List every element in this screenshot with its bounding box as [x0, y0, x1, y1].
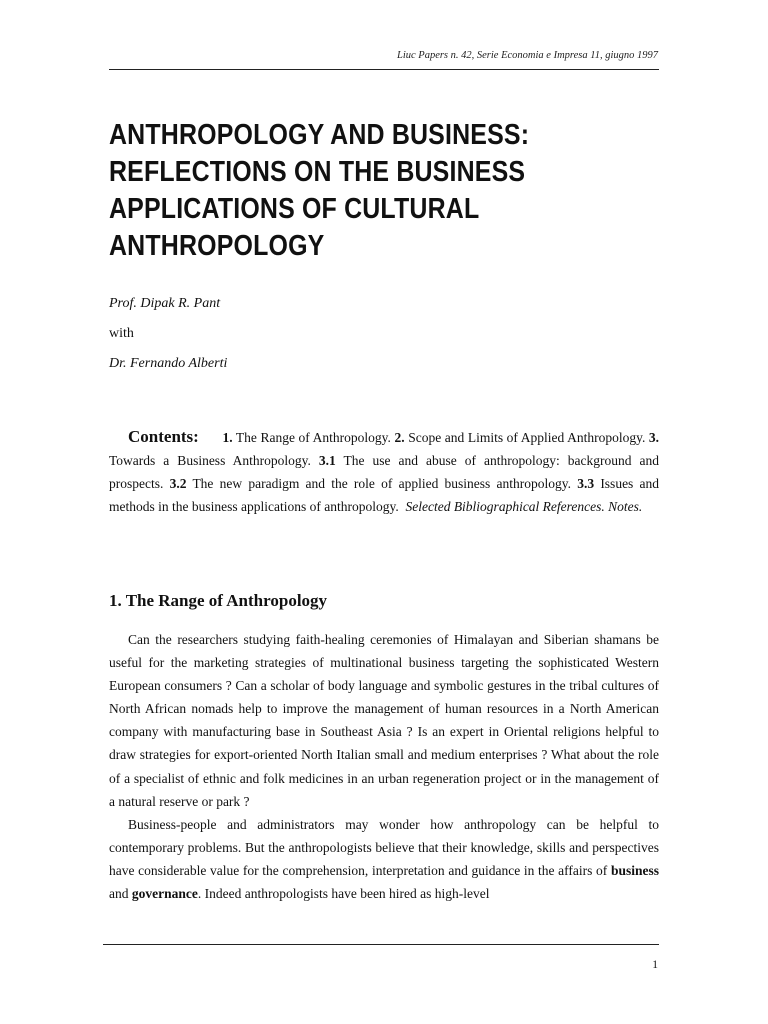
contents-block	[109, 425, 659, 518]
title-line: APPLICATIONS OF CULTURAL	[109, 193, 480, 225]
title-line: ANTHROPOLOGY AND BUSINESS:	[109, 119, 530, 151]
author-with: with	[109, 326, 134, 341]
body-text-span: . Indeed anthropologists have been hired as high-level	[197, 886, 490, 902]
paper-title	[109, 117, 591, 265]
body-paragraph: Can the researchers studying faith-healing ceremonies of Himalayan and Siberian shamans be useful for the marketing strategies of multinational business targeting the sophisticated Western European consumers ? Can a scholar of body language and symbolic gestures in the tribal cultures of North African nomads help to improve the management of human resources in a North American company with manufacturing base in Southeast Asia ? Is an expert in Oriental religions helpful to draw strategies for export-oriented North Italian small and medium enterprises ? What about the role of a specialist of ethnic and folk medicines in an urban regeneration project or in the management of a natural reserve or park ?	[109, 632, 659, 809]
contents-item-number: 3.1	[318, 453, 336, 468]
page-number: 1	[652, 959, 658, 971]
contents-label: Contents:	[128, 427, 199, 446]
body-text-span: and	[109, 886, 129, 902]
title-line: REFLECTIONS ON THE BUSINESS	[109, 156, 526, 188]
bold-term: business	[610, 862, 659, 878]
footer-rule	[103, 944, 659, 945]
contents-item-text: Towards a Business Anthropology.	[109, 453, 311, 468]
contents-item-number: 3.3	[577, 476, 595, 491]
contents-item-number: 1.	[222, 430, 233, 445]
section-heading: 1. The Range of Anthropology	[109, 591, 328, 610]
contents-item-text: The use and abuse of anthropology: background and prospects.	[109, 453, 660, 491]
contents-item-text: The new paradigm and the role of applied business anthropology.	[192, 476, 571, 491]
bold-term: governance	[131, 886, 198, 902]
contents-item-number: 2.	[394, 430, 405, 445]
author-name: Prof. Dipak R. Pant	[109, 296, 221, 311]
contents-item-text: Issues and methods in the business applications of anthropology.	[109, 476, 660, 514]
body-paragraph	[109, 813, 659, 905]
section-body	[109, 628, 659, 905]
contents-tail: Selected Bibliographical References. Notes.	[405, 499, 643, 514]
coauthor-name: Dr. Fernando Alberti	[109, 356, 228, 371]
contents-item-text: The Range of Anthropology.	[235, 430, 391, 445]
contents-item-text: Scope and Limits of Applied Anthropology.	[408, 430, 646, 445]
contents-item-number: 3.	[648, 430, 660, 445]
running-head: Liuc Papers n. 42, Serie Economia e Impresa 11, giugno 1997	[396, 50, 658, 61]
title-line: ANTHROPOLOGY	[109, 230, 325, 262]
contents-item-number: 3.2	[169, 476, 187, 491]
body-text-span: Business-people and administrators may wonder how anthropology can be helpful to contemporary problems. But the anthropologists believe that their knowledge, skills and perspectives have considerable value for the comprehension, interpretation and guidance in the affairs of	[109, 816, 659, 878]
header-rule	[109, 69, 659, 70]
